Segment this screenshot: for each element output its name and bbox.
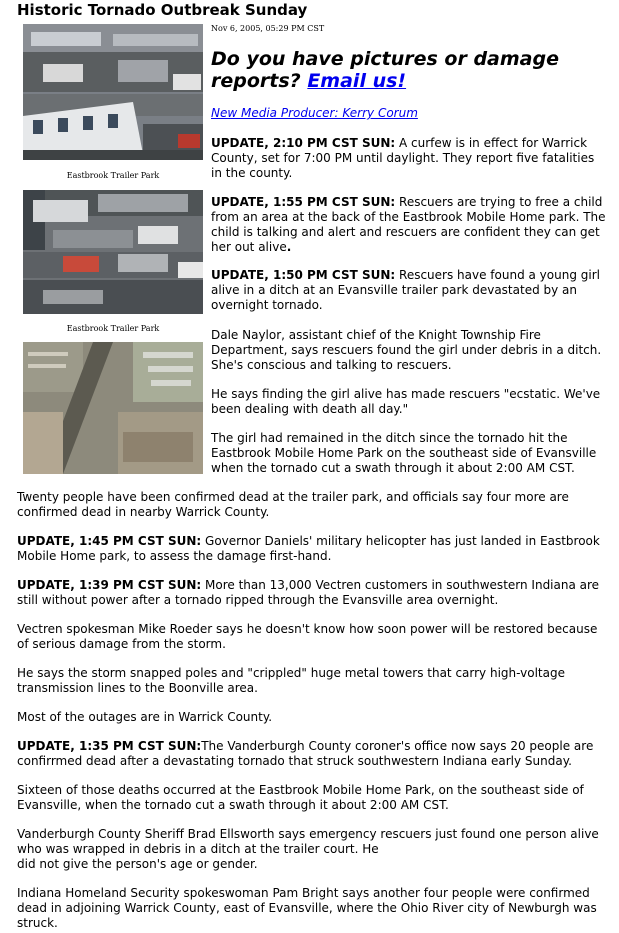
update-145-body: Governor Daniels' military helicopter has just landed in Eastbrook Mobile Home park, to assess the damage first-hand. <box>17 534 600 563</box>
paragraph-ditch: The girl had remained in the ditch since the tornado hit the Eastbrook Mobile Home Park on the southeast side of Evansville when the tornado cut a swath through it about 2:00 AM CST. <box>211 431 597 475</box>
update-145-heading: UPDATE, 1:45 PM CST SUN: <box>17 534 202 548</box>
paragraph-twenty-dead: Twenty people have been confirmed dead at the trailer park, and officials say four more are confirmed dead in nearby Warrick County. <box>17 490 569 519</box>
trailer-park-photo-2[interactable] <box>23 190 203 314</box>
email-us-link[interactable]: Email us! <box>307 70 407 92</box>
update-155-body: Rescuers are trying to free a child from an area at the back of the Eastbrook Mobile Home park. The child is talking and alert and rescuers are confident they can get her out alive <box>211 195 606 254</box>
paragraph-outages: Most of the outages are in Warrick County. <box>17 710 273 724</box>
submit-reports-prompt <box>211 48 606 92</box>
dateline: Nov 6, 2005, 05:29 PM CST <box>211 24 325 33</box>
trailer-park-photo-1[interactable] <box>23 24 203 160</box>
update-155-heading: UPDATE, 1:55 PM CST SUN: <box>211 195 396 209</box>
update-139-body: More than 13,000 Vectren customers in southwestern Indiana are still without power after a tornado ripped through the Evansville area overnight. <box>17 578 600 607</box>
paragraph-sixteen: Sixteen of those deaths occurred at the Eastbrook Mobile Home Park, on the southeast side of Evansville, when the tornado cut a swath through it about 2:00 AM CST. <box>17 783 584 812</box>
aerial-damage-photo[interactable] <box>23 342 203 474</box>
paragraph-bright: Indiana Homeland Security spokeswoman Pam Bright says another four people were confirmed dead in adjoining Warrick County, east of Evansville, where the Ohio River city of Newburgh was struck. <box>17 886 597 930</box>
update-210-heading: UPDATE, 2:10 PM CST SUN: <box>211 136 396 150</box>
update-210 <box>211 136 607 181</box>
update-210-body: A curfew is in effect for Warrick County, set for 7:00 PM until daylight. They report five fatalities in the county. <box>211 136 595 180</box>
update-135 <box>17 739 609 769</box>
photo-caption-2: Eastbrook Trailer Park <box>66 324 160 333</box>
paragraph-ellsworth-line1: Vanderburgh County Sheriff Brad Ellsworth says emergency rescuers just found one person alive who was wrapped in debris in a ditch at the trailer court. He <box>17 827 599 856</box>
producer-credit <box>211 106 418 120</box>
submit-reports-text: Do you have pictures or damage reports? <box>211 48 559 92</box>
photo-caption-1: Eastbrook Trailer Park <box>66 171 160 180</box>
update-155 <box>211 195 607 255</box>
update-139-heading: UPDATE, 1:39 PM CST SUN: <box>17 578 202 592</box>
update-150-body: Rescuers have found a young girl alive in a ditch at an Evansville trailer park devastated by an overnight tornado. <box>211 268 600 312</box>
update-145 <box>17 534 609 564</box>
paragraph-naylor: Dale Naylor, assistant chief of the Knight Township Fire Department, says rescuers found the girl under debris in a ditch. She's conscious and talking to rescuers. <box>211 328 602 372</box>
update-150 <box>211 268 607 313</box>
update-139 <box>17 578 609 608</box>
paragraph-roeder: Vectren spokesman Mike Roeder says he doesn't know how soon power will be restored because of serious damage from the storm. <box>17 622 598 651</box>
paragraph-ellsworth-line2: did not give the person's age or gender. <box>17 857 258 871</box>
producer-link[interactable]: New Media Producer: Kerry Corum <box>211 106 418 120</box>
paragraph-ecstatic: He says finding the girl alive has made rescuers "ecstatic. We've been dealing with death all day." <box>211 387 601 416</box>
update-150-heading: UPDATE, 1:50 PM CST SUN: <box>211 268 396 282</box>
paragraph-ellsworth <box>17 827 609 872</box>
page-headline: Historic Tornado Outbreak Sunday <box>17 1 308 19</box>
update-135-heading: UPDATE, 1:35 PM CST SUN: <box>17 739 202 753</box>
update-135-body: The Vanderburgh County coroner's office now says 20 people are confirrmed dead after a devastating tornado that struck southwestern Indiana early Sunday. <box>17 739 594 768</box>
update-155-end: . <box>286 240 292 254</box>
paragraph-crippled: He says the storm snapped poles and "crippled" huge metal towers that carry high-voltage transmission lines to the Boonville area. <box>17 666 565 695</box>
